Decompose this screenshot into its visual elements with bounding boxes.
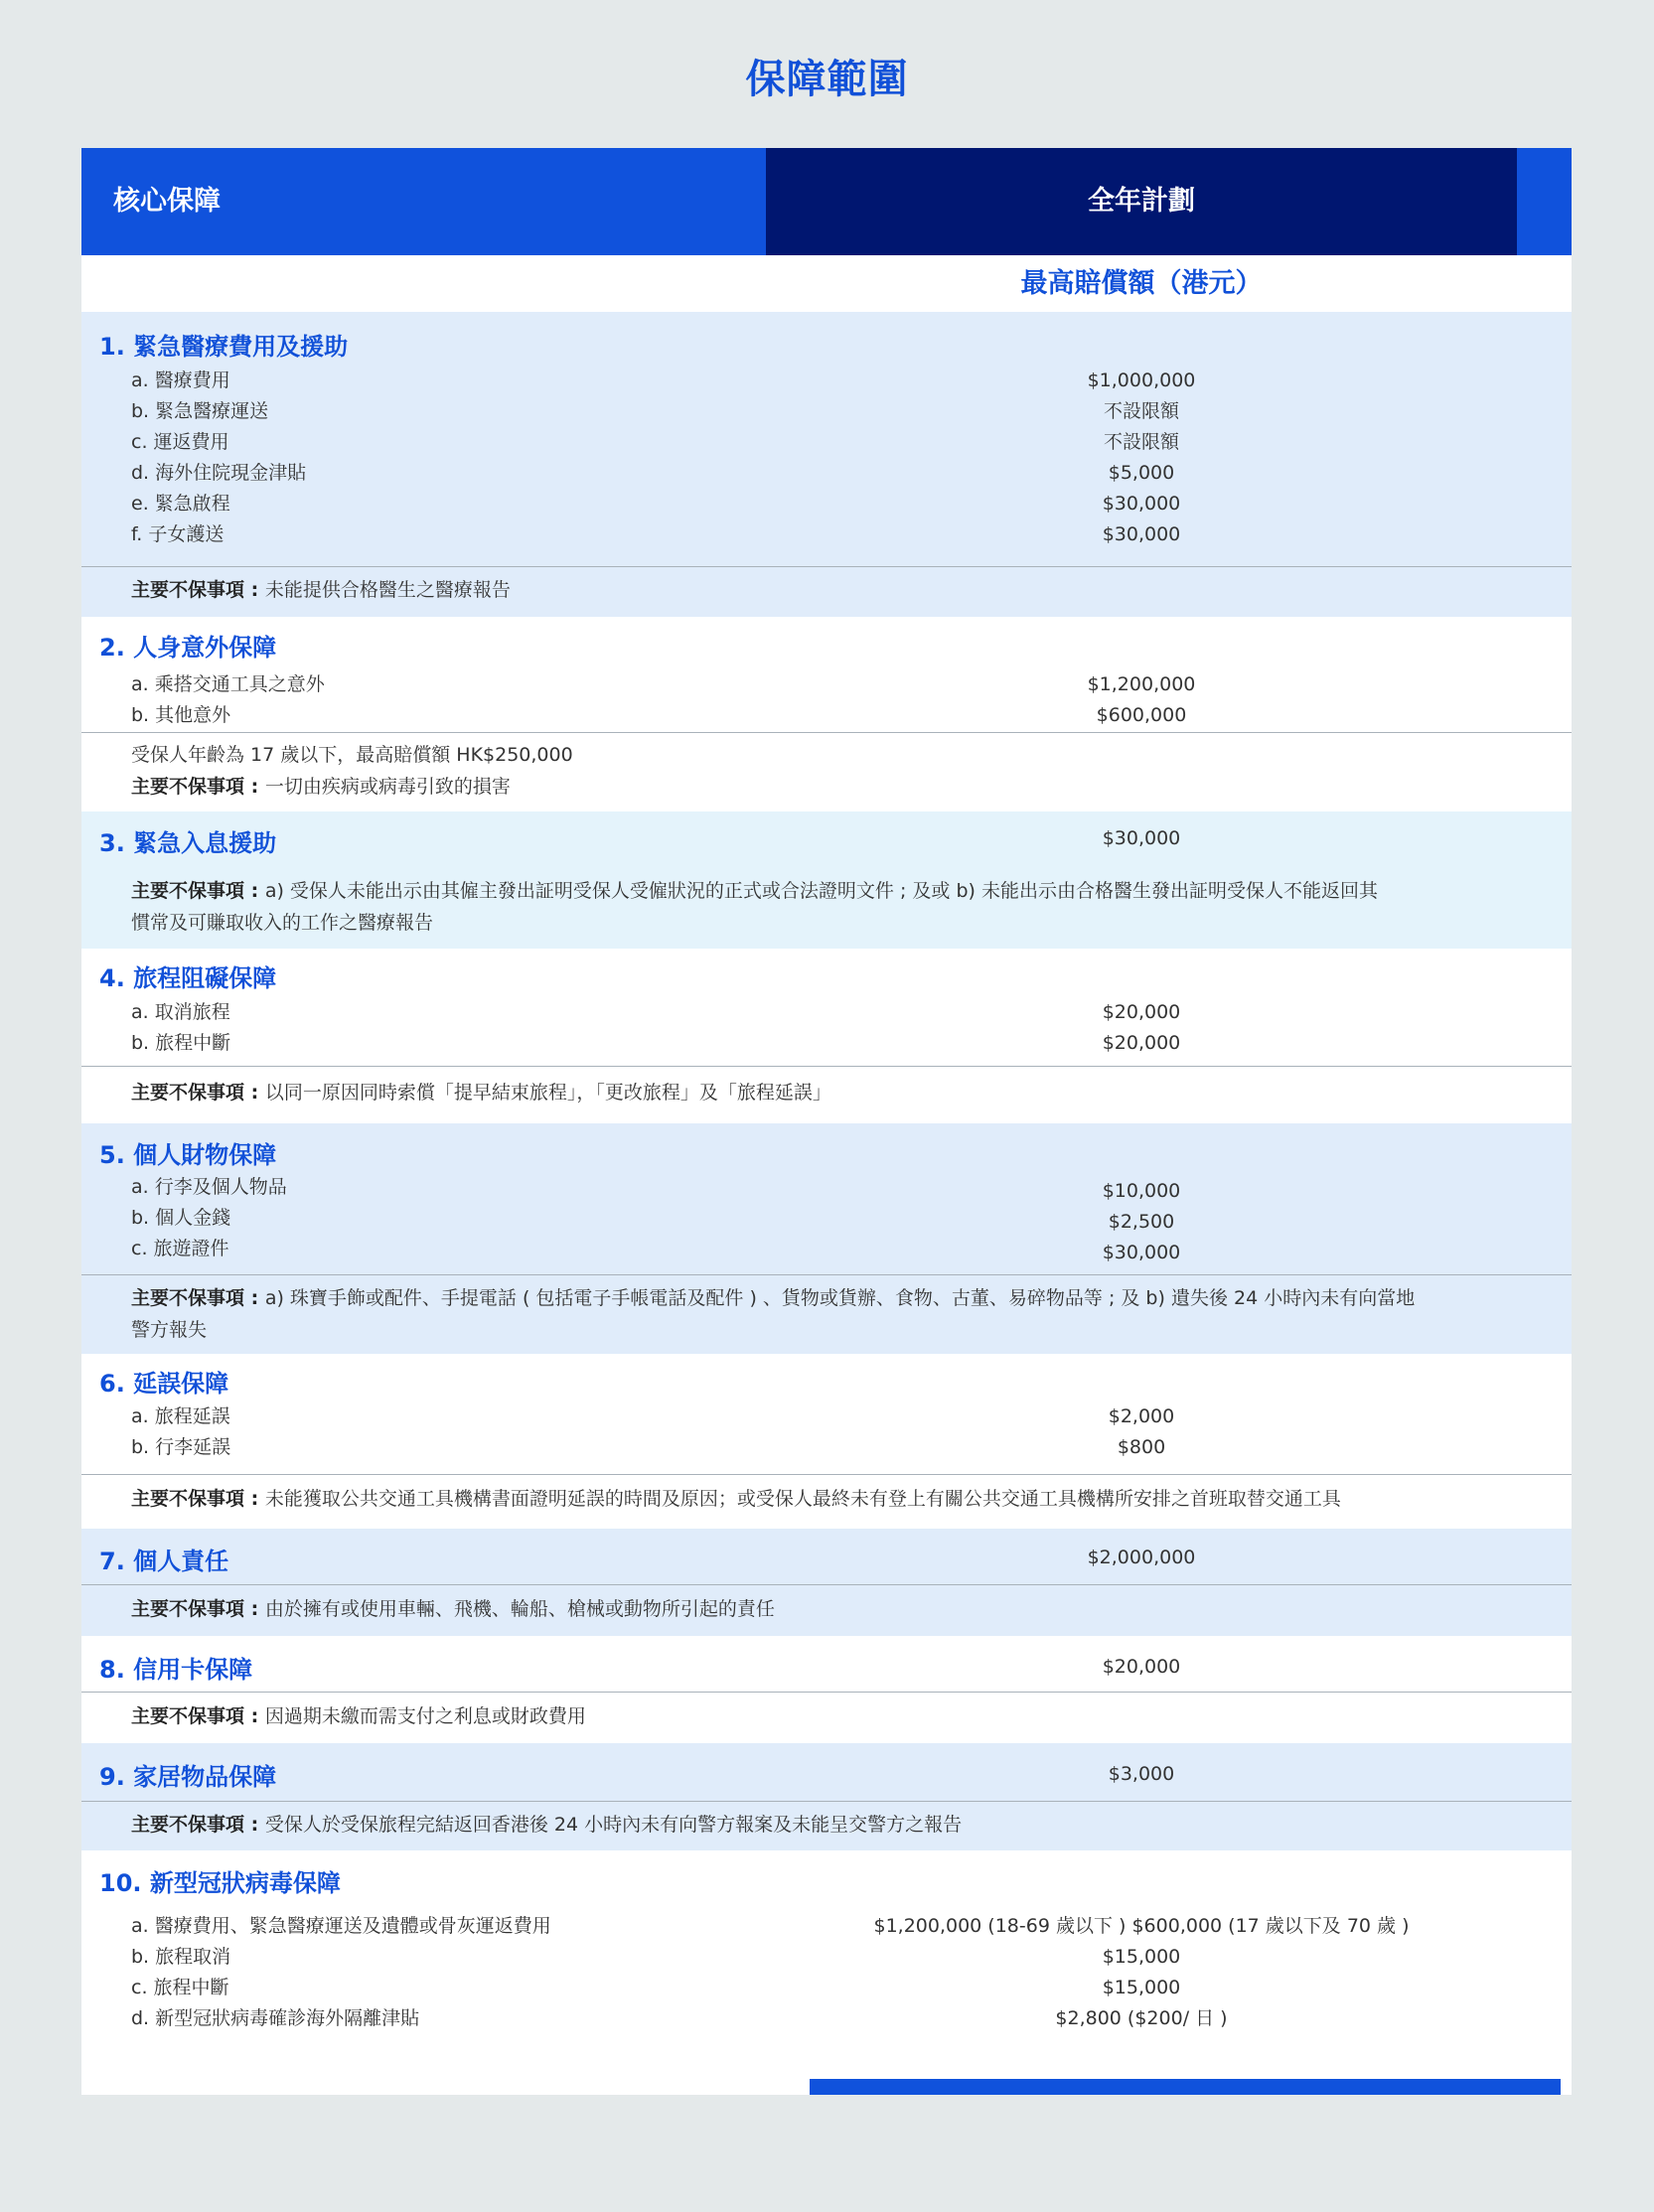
exclusion-label: 主要不保事項 :	[131, 880, 265, 902]
item-label: b. 旅程取消	[131, 1946, 231, 1968]
exclusion-label: 主要不保事項 :	[131, 1814, 265, 1836]
item-value: $5,000	[1108, 462, 1175, 484]
page-title: 保障範圍	[745, 57, 909, 102]
item-label: c. 旅程中斷	[131, 1977, 229, 1998]
item-label: b. 旅程中斷	[131, 1032, 231, 1054]
item-label: f. 子女護送	[131, 523, 225, 545]
item-value: $10,000	[1102, 1180, 1181, 1202]
section-title: 1. 緊急醫療費用及援助	[99, 333, 349, 361]
item-value: $15,000	[1102, 1977, 1181, 1998]
section-personal-liability	[81, 1529, 1572, 1636]
item-value: 不設限額	[1103, 431, 1179, 453]
max-compensation-row	[81, 255, 1572, 312]
item-label: d. 海外住院現金津貼	[131, 462, 307, 484]
item-value: $1,000,000	[1087, 369, 1196, 391]
item-label: a. 醫療費用、緊急醫療運送及遺體或骨灰運返費用	[131, 1915, 551, 1937]
exclusion-row	[81, 1692, 1572, 1744]
item-label: e. 緊急啟程	[131, 493, 230, 515]
section-household	[81, 1743, 1572, 1850]
section-title: 2. 人身意外保障	[99, 634, 277, 662]
section-title: 8. 信用卡保障	[99, 1656, 253, 1684]
item-label: b. 其他意外	[131, 704, 231, 726]
exclusion-row	[81, 1274, 1572, 1355]
item-label: a. 行李及個人物品	[131, 1176, 287, 1198]
section-title: 9. 家居物品保障	[99, 1763, 277, 1791]
item-value: $800	[1117, 1436, 1166, 1458]
item-label: b. 個人金錢	[131, 1207, 231, 1229]
exclusion-label: 主要不保事項 :	[131, 579, 265, 601]
item-value: $15,000	[1102, 1946, 1181, 1968]
item-label: b. 行李延誤	[131, 1436, 231, 1458]
exclusion-row	[81, 1801, 1572, 1851]
item-value: $20,000	[1102, 1032, 1181, 1054]
section-personal-accident	[81, 617, 1572, 811]
item-label: a. 取消旅程	[131, 1001, 230, 1023]
exclusion-row	[81, 1584, 1572, 1637]
item-value: $20,000	[1102, 1001, 1181, 1023]
section-credit-card	[81, 1636, 1572, 1743]
item-value: $3,000	[1108, 1763, 1175, 1785]
section-title: 7. 個人責任	[99, 1548, 229, 1575]
item-label: d. 新型冠狀病毒確診海外隔離津貼	[131, 2007, 420, 2029]
item-value: $2,500	[1108, 1211, 1175, 1233]
exclusion-text: 未能提供合格醫生之醫療報告	[264, 579, 511, 601]
exclusion-row	[81, 1066, 1572, 1124]
item-label: c. 旅遊證件	[131, 1238, 229, 1259]
exclusion-label: 主要不保事項 :	[131, 776, 265, 798]
exclusion-label: 主要不保事項 :	[131, 1488, 265, 1510]
item-value: $1,200,000	[1087, 673, 1196, 695]
section-title: 3. 緊急入息援助	[99, 829, 277, 857]
age-note: 受保人年齡為 17 歲以下，最高賠償額 HK$250,000	[131, 744, 573, 766]
exclusion-text: 因過期未繳而需支付之利息或財政費用	[264, 1705, 586, 1727]
exclusion-text: 受保人於受保旅程完結返回香港後 24 小時內未有向警方報案及未能呈交警方之報告	[264, 1814, 963, 1836]
exclusion-row	[81, 732, 1572, 812]
exclusion-text: 以同一原因同時索償「提早結束旅程」，「更改旅程」及「旅程延誤」	[264, 1082, 831, 1104]
section-title: 6. 延誤保障	[99, 1370, 229, 1398]
exclusion-text-cont: 慣常及可賺取收入的工作之醫療報告	[131, 912, 434, 934]
item-value: $1,200,000 (18-69 歲以下 ) $600,000 (17 歲以下及 70 歲 )	[873, 1915, 1410, 1937]
item-value: $600,000	[1096, 704, 1187, 726]
item-label: b. 緊急醫療運送	[131, 400, 269, 422]
exclusion-text: 一切由疾病或病毒引致的損害	[264, 776, 511, 798]
exclusion-label: 主要不保事項 :	[131, 1598, 265, 1620]
exclusion-text: 未能獲取公共交通工具機構書面證明延誤的時間及原因；或受保人最終未有登上有關公共交通工具機構所安排之首班取替交通工具	[264, 1488, 1341, 1510]
section-personal-property	[81, 1123, 1572, 1354]
section-emergency-income	[81, 811, 1572, 949]
item-value: $30,000	[1102, 493, 1181, 515]
max-compensation-label: 最高賠償額（港元）	[1020, 268, 1263, 299]
section-covid	[81, 1850, 1572, 2095]
item-value: $30,000	[1102, 827, 1181, 849]
exclusion-text-cont: 警方報失	[131, 1319, 208, 1341]
item-value: $30,000	[1102, 1242, 1181, 1263]
section-title: 4. 旅程阻礙保障	[99, 964, 277, 992]
item-value: 不設限額	[1103, 400, 1179, 422]
bottom-accent-bar	[810, 2079, 1561, 2095]
header-plan-label: 全年計劃	[766, 148, 1517, 255]
section-trip-disruption	[81, 949, 1572, 1123]
coverage-table	[81, 148, 1572, 2095]
section-delay	[81, 1354, 1572, 1529]
item-value: $30,000	[1102, 523, 1181, 545]
exclusion-row	[81, 1474, 1572, 1530]
exclusion-label: 主要不保事項 :	[131, 1082, 265, 1104]
header-core-label: 核心保障	[113, 186, 221, 217]
exclusion-row	[81, 566, 1572, 618]
item-value: $2,800 ($200/ 日 )	[1055, 2007, 1228, 2029]
exclusion-text: 由於擁有或使用車輛、飛機、輪船、槍械或動物所引起的責任	[264, 1598, 775, 1620]
item-value: $20,000	[1102, 1656, 1181, 1678]
item-value: $2,000	[1108, 1405, 1175, 1427]
item-label: c. 運返費用	[131, 431, 229, 453]
section-emergency-medical	[81, 312, 1572, 617]
section-title: 5. 個人財物保障	[99, 1141, 277, 1169]
exclusion-label: 主要不保事項 :	[131, 1287, 265, 1309]
item-label: a. 醫療費用	[131, 369, 230, 391]
exclusion-label: 主要不保事項 :	[131, 1705, 265, 1727]
exclusion-text: a) 珠寶手飾或配件、手提電話 ( 包括電子手帳電話及配件 ) 、貨物或貨辦、食物、古董、易碎物品等 ; 及 b) 遺失後 24 小時內未有向當地	[264, 1287, 1416, 1309]
item-label: a. 乘搭交通工具之意外	[131, 673, 325, 695]
exclusion-text: a) 受保人未能出示由其僱主發出証明受保人受僱狀況的正式或合法證明文件 ; 及或 b) 未能出示由合格醫生發出証明受保人不能返回其	[264, 880, 1378, 902]
item-value: $2,000,000	[1087, 1547, 1196, 1568]
section-title: 10. 新型冠狀病毒保障	[99, 1869, 341, 1897]
item-label: a. 旅程延誤	[131, 1405, 230, 1427]
